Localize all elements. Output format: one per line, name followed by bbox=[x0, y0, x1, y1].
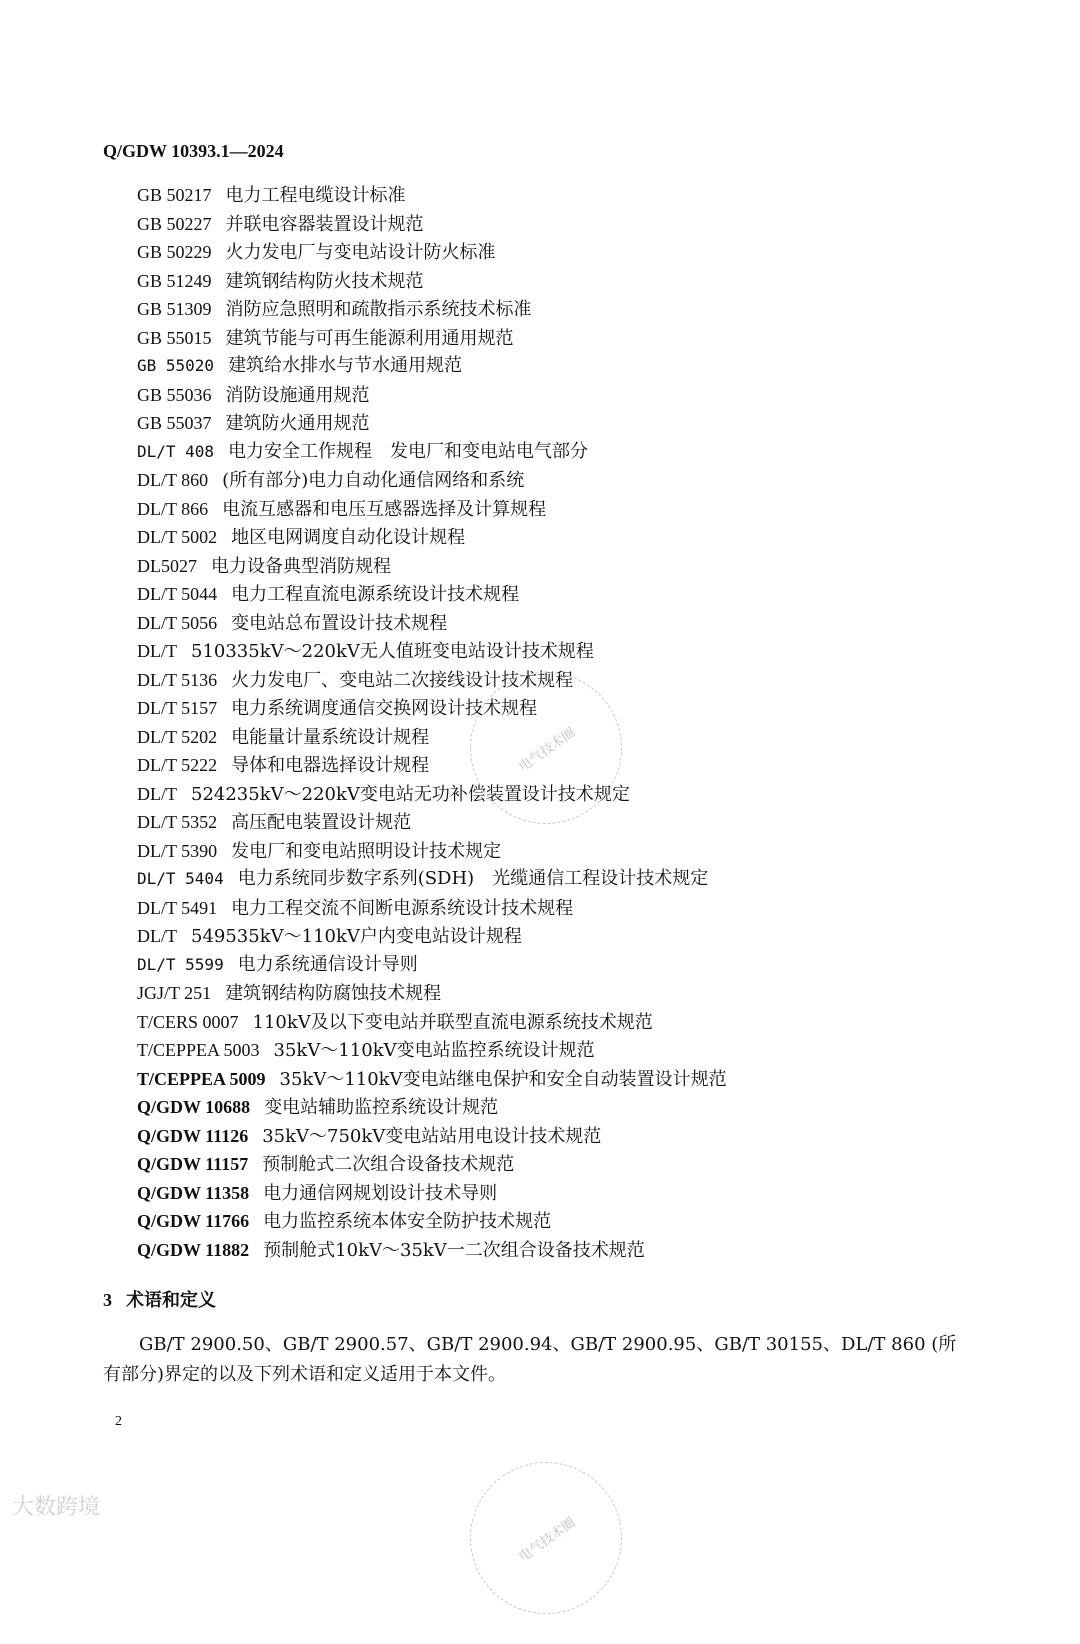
corner-logo-text: 大数跨境 bbox=[12, 1495, 101, 1520]
reference-title: 35kV～750kV变电站站用电设计技术规范 bbox=[262, 1125, 602, 1147]
reference-code: DL/T 5136 bbox=[137, 669, 218, 690]
reference-title: 35kV～110kV变电站监控系统设计规范 bbox=[273, 1040, 595, 1061]
reference-title: 电力工程电缆设计标准 bbox=[225, 185, 406, 206]
reference-code: DL/T 5222 bbox=[137, 755, 218, 775]
reference-title: 524235kV～220kV变电站无功补偿装置设计技术规定 bbox=[191, 783, 630, 805]
section-title: 术语和定义 bbox=[126, 1290, 216, 1311]
reference-item bbox=[137, 1150, 727, 1179]
reference-code: T/CEPPEA 5009 bbox=[137, 1068, 266, 1089]
reference-item bbox=[137, 865, 727, 894]
reference-code: GB 50229 bbox=[137, 242, 212, 262]
reference-title: 火力发电厂与变电站设计防火标准 bbox=[225, 242, 496, 263]
reference-code: DL/T 408 bbox=[137, 441, 215, 461]
reference-title: 建筑钢结构防火技术规范 bbox=[225, 270, 424, 292]
reference-item bbox=[137, 637, 727, 666]
reference-code: DL/T 5352 bbox=[137, 812, 218, 832]
reference-title: 预制舱式二次组合设备技术规范 bbox=[262, 1154, 515, 1175]
reference-item bbox=[137, 495, 727, 524]
reference-item bbox=[137, 1008, 727, 1037]
reference-item bbox=[137, 609, 727, 638]
reference-title: 建筑防火通用规范 bbox=[225, 413, 370, 434]
reference-title: 电力工程直流电源系统设计技术规程 bbox=[231, 584, 520, 605]
reference-item bbox=[137, 352, 727, 381]
reference-title: 消防应急照明和疏散指示系统技术标准 bbox=[225, 299, 532, 320]
reference-item bbox=[137, 1093, 727, 1122]
reference-code: DL/T 860 bbox=[137, 470, 209, 490]
reference-code: DL/T 5044 bbox=[137, 584, 218, 604]
reference-item bbox=[137, 324, 727, 353]
reference-item bbox=[137, 181, 727, 210]
document-id: Q/GDW 10393.1—2024 bbox=[103, 141, 284, 161]
reference-code: DL/T 5157 bbox=[137, 698, 218, 718]
reference-item bbox=[137, 523, 727, 552]
reference-title: 变电站总布置设计技术规程 bbox=[231, 612, 448, 634]
watermark-stamp-text: 电气技术圈 bbox=[516, 724, 579, 775]
reference-code: DL/T bbox=[137, 783, 177, 804]
reference-code: GB 55015 bbox=[137, 327, 212, 348]
reference-code: DL/T bbox=[137, 926, 177, 946]
reference-item bbox=[137, 751, 727, 780]
reference-item bbox=[137, 666, 727, 695]
reference-code: DL/T 866 bbox=[137, 498, 209, 519]
reference-item bbox=[137, 210, 727, 239]
reference-title: 建筑节能与可再生能源利用通用规范 bbox=[225, 327, 514, 349]
reference-title: 预制舱式10kV～35kV一二次组合设备技术规范 bbox=[263, 1239, 645, 1261]
reference-item bbox=[137, 438, 727, 467]
reference-code: DL/T 5390 bbox=[137, 840, 218, 861]
reference-item bbox=[137, 723, 727, 752]
page-number: 2 bbox=[115, 1414, 122, 1429]
reference-title: 电力安全工作规程 发电厂和变电站电气部分 bbox=[228, 440, 589, 462]
reference-code: GB 50217 bbox=[137, 185, 212, 205]
reference-item bbox=[137, 295, 727, 324]
reference-title: 电力工程交流不间断电源系统设计技术规程 bbox=[231, 897, 574, 919]
reference-title: 电能量计量系统设计规程 bbox=[231, 726, 430, 748]
reference-item bbox=[137, 1122, 727, 1151]
reference-item bbox=[137, 694, 727, 723]
reference-item bbox=[137, 381, 727, 410]
reference-title: (所有部分)电力自动化通信网络和系统 bbox=[222, 470, 525, 491]
section-heading bbox=[103, 1286, 216, 1312]
reference-code: DL/T 5491 bbox=[137, 897, 218, 918]
section-number: 3 bbox=[103, 1290, 112, 1310]
reference-title: 549535kV～110kV户内变电站设计规程 bbox=[191, 926, 522, 947]
reference-title: 电力监控系统本体安全防护技术规范 bbox=[263, 1211, 552, 1232]
reference-item bbox=[137, 922, 727, 951]
reference-title: 电流互感器和电压互感器选择及计算规程 bbox=[222, 498, 547, 520]
reference-title: 导体和电器选择设计规程 bbox=[231, 755, 430, 776]
watermark-stamp-text: 电气技术圈 bbox=[516, 1514, 579, 1565]
reference-code: Q/GDW 11126 bbox=[137, 1125, 249, 1146]
reference-code: T/CERS 0007 bbox=[137, 1011, 239, 1032]
reference-item bbox=[137, 951, 727, 980]
reference-title: 变电站辅助监控系统设计规范 bbox=[264, 1097, 499, 1118]
reference-code: GB 51249 bbox=[137, 270, 212, 291]
reference-title: 地区电网调度自动化设计规程 bbox=[231, 527, 466, 548]
reference-item bbox=[137, 1065, 727, 1094]
reference-title: 电力系统通信设计导则 bbox=[237, 953, 418, 975]
reference-item bbox=[137, 837, 727, 866]
reference-item bbox=[137, 552, 727, 581]
reference-title: 电力系统同步数字系列(SDH) 光缆通信工程设计技术规定 bbox=[237, 868, 709, 889]
reference-code: DL/T 5056 bbox=[137, 612, 218, 633]
reference-code: DL/T 5202 bbox=[137, 726, 218, 747]
reference-code: T/CEPPEA 5003 bbox=[137, 1040, 260, 1060]
reference-code: Q/GDW 11157 bbox=[137, 1154, 249, 1174]
reference-item bbox=[137, 1179, 727, 1208]
reference-code: GB 51309 bbox=[137, 299, 212, 319]
reference-title: 510335kV～220kV无人值班变电站设计技术规程 bbox=[191, 641, 594, 662]
reference-code: Q/GDW 11358 bbox=[137, 1182, 250, 1203]
reference-title: 发电厂和变电站照明设计技术规定 bbox=[231, 840, 502, 862]
reference-title: 电力设备典型消防规程 bbox=[211, 555, 391, 577]
reference-code: DL/T 5002 bbox=[137, 527, 218, 547]
reference-code: DL/T bbox=[137, 641, 177, 661]
reference-item bbox=[137, 894, 727, 923]
reference-item bbox=[137, 238, 727, 267]
reference-item bbox=[137, 1207, 727, 1236]
reference-item bbox=[137, 780, 727, 809]
reference-title: 35kV～110kV变电站继电保护和安全自动装置设计规范 bbox=[279, 1068, 727, 1090]
reference-code: GB 55037 bbox=[137, 413, 212, 433]
reference-title: 并联电容器装置设计规范 bbox=[225, 213, 424, 235]
reference-code: DL5027 bbox=[137, 555, 197, 576]
reference-code: GB 55036 bbox=[137, 384, 212, 405]
reference-title: 建筑钢结构防腐蚀技术规程 bbox=[225, 983, 442, 1004]
reference-item bbox=[137, 1036, 727, 1065]
watermark-stamp bbox=[440, 1432, 652, 1644]
reference-item bbox=[137, 1236, 727, 1265]
reference-item bbox=[137, 808, 727, 837]
reference-item bbox=[137, 466, 727, 495]
corner-logo bbox=[12, 1490, 100, 1521]
reference-code: GB 55020 bbox=[137, 356, 215, 375]
reference-title: 火力发电厂、变电站二次接线设计技术规程 bbox=[231, 669, 574, 691]
reference-title: 110kV及以下变电站并联型直流电源系统技术规范 bbox=[252, 1011, 653, 1033]
reference-code: DL/T 5599 bbox=[137, 954, 224, 974]
reference-title: 电力通信网规划设计技术导则 bbox=[263, 1182, 498, 1204]
reference-item bbox=[137, 267, 727, 296]
reference-item bbox=[137, 979, 727, 1008]
reference-code: GB 50227 bbox=[137, 213, 212, 234]
reference-item bbox=[137, 580, 727, 609]
reference-code: Q/GDW 10688 bbox=[137, 1097, 251, 1117]
reference-code: DL/T 5404 bbox=[137, 869, 224, 888]
reference-list bbox=[137, 181, 727, 1264]
reference-code: Q/GDW 11766 bbox=[137, 1211, 250, 1231]
reference-code: JGJ/T 251 bbox=[137, 983, 212, 1003]
reference-title: 电力系统调度通信交换网设计技术规程 bbox=[231, 698, 538, 719]
reference-title: 建筑给水排水与节水通用规范 bbox=[228, 355, 463, 376]
reference-title: 高压配电装置设计规范 bbox=[231, 812, 412, 833]
reference-code: Q/GDW 11882 bbox=[137, 1239, 250, 1260]
section-paragraph: GB/T 2900.50、GB/T 2900.57、GB/T 2900.94、GB/T 2900.95、GB/T 30155、DL/T 860 (所有部分)界定的以及下列术语和定义适用于本文件。 bbox=[103, 1334, 957, 1385]
reference-title: 消防设施通用规范 bbox=[225, 384, 370, 406]
reference-item bbox=[137, 409, 727, 438]
